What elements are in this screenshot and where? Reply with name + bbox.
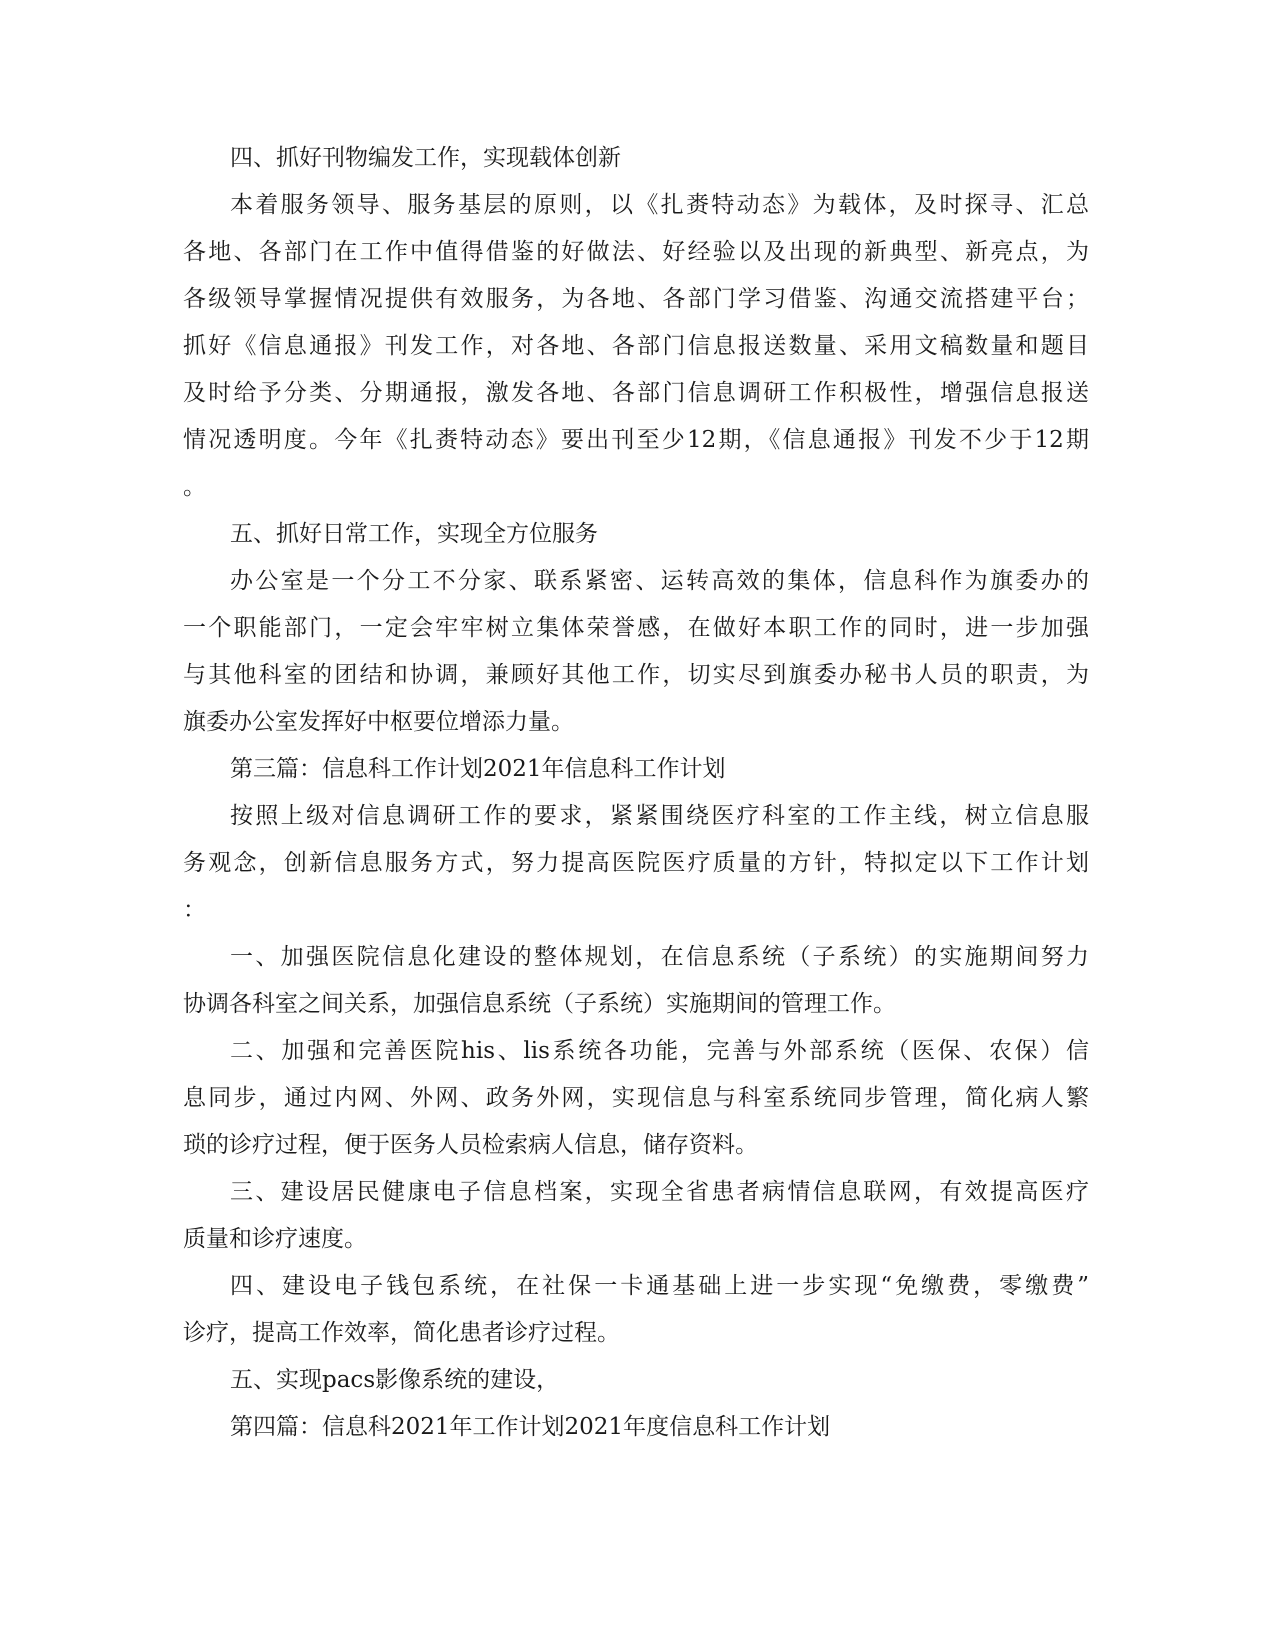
text-line: 质量和诊疗速度。 [183,1226,367,1252]
text-line: ： [183,897,206,923]
text-line: 。 [183,474,206,500]
text-line: 抓好《信息通报》刊发工作，对各地、各部门信息报送数量、采用文稿数量和题目 [183,333,1089,359]
text-line: 息同步，通过内网、外网、政务外网，实现信息与科室系统同步管理，简化病人繁 [183,1085,1089,1111]
text-line: 与其他科室的团结和协调，兼顾好其他工作，切实尽到旗委办秘书人员的职责，为 [183,662,1089,688]
chapter-heading: 第四篇：信息科2021年工作计划2021年度信息科工作计划 [230,1414,831,1440]
text-line: 办公室是一个分工不分家、联系紧密、运转高效的集体，信息科作为旗委办的 [230,568,1089,594]
text-line: 情况透明度。今年《扎赉特动态》要出刊至少12期，《信息通报》刊发不少于12期 [183,427,1089,453]
text-line: 各级领导掌握情况提供有效服务，为各地、各部门学习借鉴、沟通交流搭建平台； [183,286,1089,312]
text-line: 琐的诊疗过程，便于医务人员检索病人信息，储存资料。 [183,1132,758,1158]
text-line: 务观念，创新信息服务方式，努力提高医院医疗质量的方针，特拟定以下工作计划 [183,850,1089,876]
text-line: 三、建设居民健康电子信息档案，实现全省患者病情信息联网，有效提高医疗 [230,1179,1089,1205]
text-line: 旗委办公室发挥好中枢要位增添力量。 [183,709,574,735]
chapter-heading: 第三篇：信息科工作计划2021年信息科工作计划 [230,756,726,782]
text-line: 按照上级对信息调研工作的要求，紧紧围绕医疗科室的工作主线，树立信息服 [230,803,1089,829]
section-heading: 四、抓好刊物编发工作，实现载体创新 [230,145,621,171]
text-line: 本着服务领导、服务基层的原则，以《扎赉特动态》为载体，及时探寻、汇总 [230,192,1089,218]
text-line: 及时给予分类、分期通报，激发各地、各部门信息调研工作积极性，增强信息报送 [183,380,1089,406]
text-line: 五、实现pacs影像系统的建设， [230,1367,560,1393]
text-line: 二、加强和完善医院his、lis系统各功能，完善与外部系统（医保、农保）信 [230,1038,1089,1064]
text-line: 诊疗，提高工作效率，简化患者诊疗过程。 [183,1320,620,1346]
text-line: 一、加强医院信息化建设的整体规划，在信息系统（子系统）的实施期间努力 [230,944,1089,970]
text-line: 协调各科室之间关系，加强信息系统（子系统）实施期间的管理工作。 [183,991,896,1017]
text-line: 各地、各部门在工作中值得借鉴的好做法、好经验以及出现的新典型、新亮点，为 [183,239,1089,265]
text-line: 一个职能部门，一定会牢牢树立集体荣誉感，在做好本职工作的同时，进一步加强 [183,615,1089,641]
text-line: 四、建设电子钱包系统，在社保一卡通基础上进一步实现“免缴费，零缴费” [230,1273,1089,1299]
section-heading: 五、抓好日常工作，实现全方位服务 [230,521,598,547]
